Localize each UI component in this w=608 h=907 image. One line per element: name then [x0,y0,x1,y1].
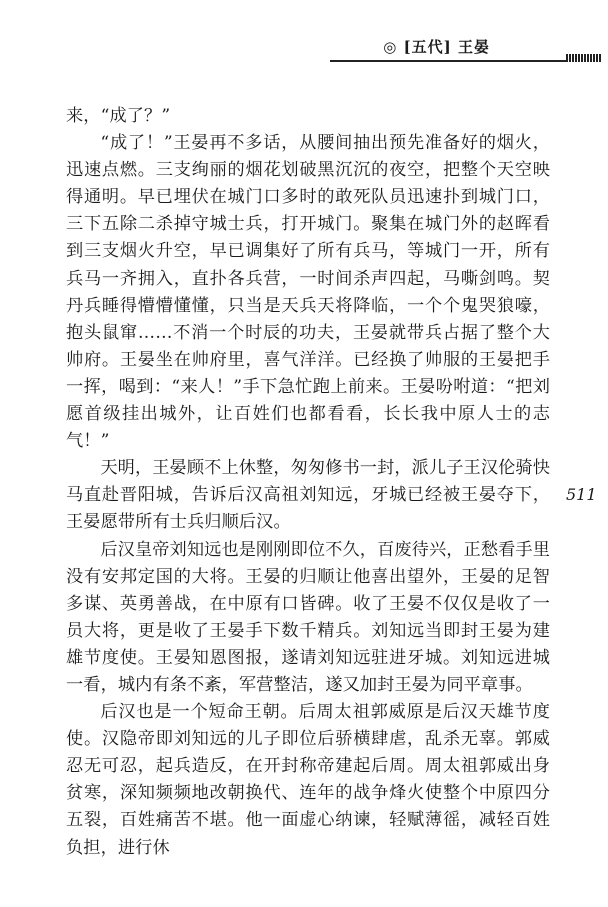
body-text [66,103,550,862]
paragraph: 天明，王晏顾不上休整，匆匆修书一封，派儿子王汉伦骑快马直赴晋阳城，告诉后汉高祖刘知远，牙城已经被王晏夺下，王晏愿带所有士兵归顺后汉。 [66,458,550,533]
running-title: ◎ [五代] 王晏 [383,38,490,56]
paragraph: 后汉皇帝刘知远也是刚刚即位不久，百废待兴，正愁看手里没有安邦定国的大将。王晏的归顺让他喜出望外，王晏的足智多谋、英勇善战，在中原有口皆碑。收了王晏不仅仅是收了一员大将，更是收了王晏手下数千精兵。刘知远当即封王晏为建雄节度使。王晏知恩图报，遂请刘知远驻进牙城。刘知远进城一看，城内有条不紊，军营整洁，遂又加封王晏为同平章事。 [66,539,550,695]
header-rule [330,60,602,62]
paragraph: “成了！”王晏再不多话，从腰间抽出预先准备好的烟火，迅速点燃。三支绚丽的烟花划破黑沉沉的夜空，把整个天空映得通明。早已埋伏在城门口多时的敢死队员迅速扑到城门口，三下五除二杀掉守城士兵，打开城门。聚集在城门外的赵晖看到三支烟火升空，早已调集好了所有兵马，等城门一开，所有兵马一齐拥入，直扑各兵营，一时间杀声四起，马嘶剑鸣。契丹兵睡得懵懵懂懂，只当是天兵天将降临，一个个鬼哭狼嚎，抱头鼠窜……不消一个时辰的功夫，王晏就带兵占据了整个大帅府。王晏坐在帅府里，喜气洋洋。已经换了帅服的王晏把手一挥，喝到：“来人！”手下急忙跑上前来。王晏吩咐道：“把刘愿首级挂出城外，让百姓们也都看看，长长我中原人士的志气！” [66,133,550,452]
running-header [0,36,608,70]
header-ornament [566,54,602,62]
paragraph: 来，“成了？” [66,106,171,126]
paragraph: 后汉也是一个短命王朝。后周太祖郭威原是后汉天雄节度使。汉隐帝即刘知远的儿子即位后骄横肆虐，乱杀无辜。郭威忍无可忍，起兵造反，在开封称帝建起后周。周太祖郭威出身贫寒，深知频频地改朝换代、连年的战争烽火使整个中原四分五裂，百姓痛苦不堪。他一面虚心纳谏，轻赋薄徭，减轻百姓负担，进行休 [66,702,550,858]
page-number: 511 [566,485,597,504]
